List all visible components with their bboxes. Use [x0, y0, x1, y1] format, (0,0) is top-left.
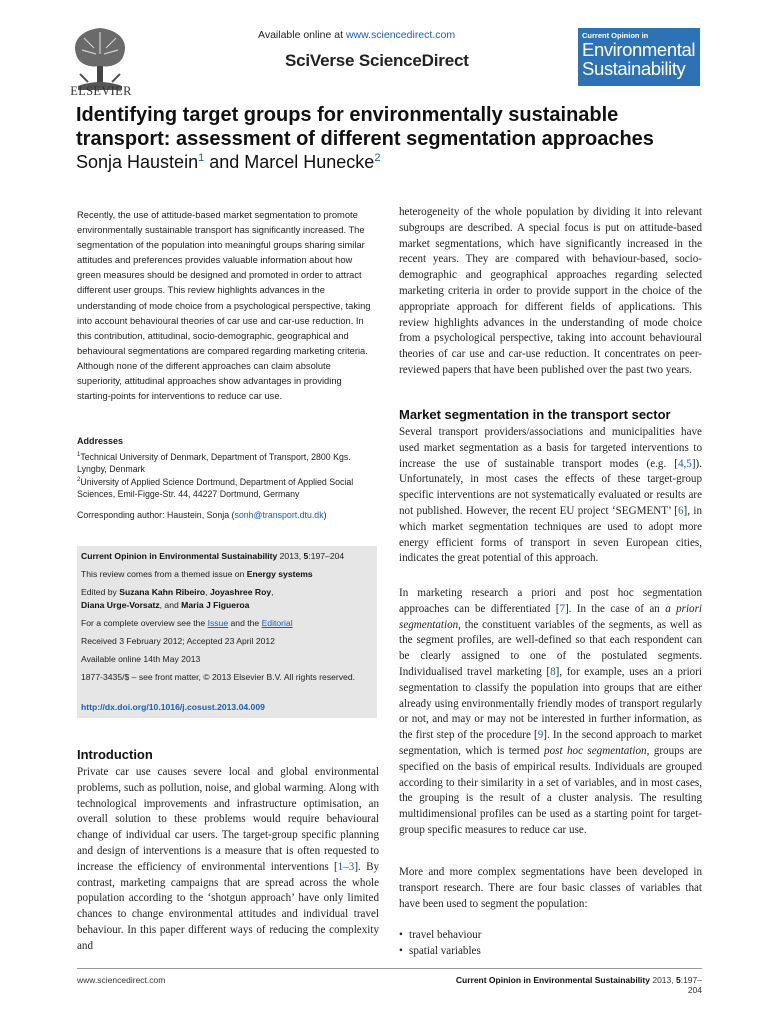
infobox-pages: :197–204 [308, 551, 345, 561]
corresp-suffix: ) [323, 510, 327, 520]
article-info-box [77, 546, 377, 718]
infobox-available: Available online 14th May 2013 [81, 654, 201, 664]
list-item [399, 944, 699, 960]
abstract: Recently, the use of attitude-based market segmentation to promote environmentally sustainable transport has significantly increased. The segmentation of the population into meaningful groups sharing similar attitudes and preferences provides valuable information about how green measures should be designed and promoted in order to attract different user groups. This review highlights advances in the understanding of mode choice from a psychological perspective, taking into account behavioural theories of car use and car-use reduction. In this contribution, attitudinal, socio-demographic, geographical and behavioural segmentations are compared regarding marketing criteria. Although none of the different approaches can claim absolute superiority, attitudinal approaches show advantages in providing starting-points for interventions to reduce car use. [77, 210, 371, 402]
footer-citation [452, 975, 702, 995]
author-list [76, 152, 380, 173]
infobox-themed [81, 568, 373, 581]
edited-by: Edited by [81, 587, 120, 597]
doi-link[interactable]: http://dx.doi.org/10.1016/j.cosust.2013.04.009 [81, 702, 265, 712]
infobox-received: Received 3 February 2012; Accepted 23 April 2012 [81, 636, 275, 646]
emphasis-text: a priori segmentation [399, 602, 702, 631]
intro-text: ]. By contrast, marketing campaigns that are spread across the whole population according to the ‘shotgun approach’ have only limited chances to change environmental attitudes and individual travel behaviour. In this paper different ways of reducing the complexity and [77, 860, 380, 952]
infobox-doi [81, 701, 373, 714]
editorial-link[interactable]: Editorial [261, 618, 293, 628]
publisher-name: ELSEVIER [70, 84, 132, 98]
bullet-icon: • [399, 944, 403, 957]
editor-name: Joyashree Roy [209, 587, 272, 597]
overview-prefix: For a complete overview see the [81, 618, 208, 628]
introduction-paragraph [77, 765, 379, 955]
infobox-volume: 5 [303, 551, 309, 561]
corresp-prefix: Corresponding author: Haustein, Sonja ( [77, 510, 235, 520]
journal-logo [578, 28, 700, 86]
footer-divider [77, 968, 702, 969]
journal-logo-line1: Environmental [582, 39, 696, 60]
article-title: Identifying target groups for environmentally sustainable transport: assessment of different segmentation approaches [76, 104, 654, 150]
reference-link[interactable]: 1–3 [337, 860, 355, 873]
platform-name: SciVerse ScienceDirect [285, 51, 469, 70]
intro-text: Private car use causes severe local and global environmental problems, such as pollution, noise, and global warming. Along with technological improvements and infrastructure optimisation, an overall solution to these problems would require behavioural change of individual car users. The target-group specific planning and design of interventions is a measure that is often requested to increase the efficiency of environmental interventions [ [77, 766, 379, 873]
editor-name: Diana Urge-Vorsatz [81, 599, 160, 610]
themed-prefix: This review comes from a themed issue on [81, 569, 247, 579]
editor-name: Suzana Kahn Ribeiro [119, 587, 206, 597]
list-item-text: spatial variables [409, 944, 481, 957]
right-paragraph-0: heterogeneity of the whole population by dividing it into relevant subgroups are described. A special focus is put on attitude-based market segmentations, which have significantly increased in the recent years. They are compared with behaviour-based, socio-demographic and geographical approaches regarding selected marketing criteria in order to provide support in the choice of the appropriate approach for different fields of applications. This review highlights advances in the understanding of mode choice from a psychological perspective, taking into account behavioural theories of car use and car-use reduction. It concentrates on peer-reviewed papers that have been published over the past two years. [399, 206, 702, 376]
right-paragraph-2 [399, 586, 702, 839]
address-2 [77, 474, 377, 501]
issue-link[interactable]: Issue [207, 618, 229, 628]
body-text: , the constituent variables of the segments, as well as the segment profiles, are well-defined so that each respondent can be clearly assigned to one of the postulated segments. Individualised travel marketing [ [399, 618, 702, 678]
list-item-text: travel behaviour [409, 929, 482, 941]
infobox-overview [81, 617, 373, 630]
address-text: University of Applied Science Dortmund, Department of Applied Social Sciences, Emil-Figge-Str. 44, 44227 Dortmund, Germany [77, 476, 354, 500]
infobox-journal: Current Opinion in Environmental Sustainability [81, 551, 278, 561]
right-paragraph-3: More and more complex segmentations have been developed in transport research. There are four basic classes of variables that have been used to segment the population: [399, 866, 702, 910]
reference-link[interactable]: 6 [677, 504, 684, 517]
right-paragraph-1 [399, 425, 702, 567]
body-text: Several transport providers/associations and municipalities have used market segmentation as a basis for targeted interventions to increase the use of sustainable transport modes (e.g. [ [399, 426, 702, 470]
editor-sep: , [271, 587, 274, 597]
author-separator: and [204, 152, 245, 172]
journal-logo-small: Current Opinion in [582, 31, 649, 40]
footer-journal: Current Opinion in Environmental Sustainability [455, 975, 650, 985]
infobox-copyright: 1877-3435/$ – see front matter, © 2013 Elsevier B.V. All rights reserved. [81, 672, 356, 682]
author-affiliation-marker[interactable]: 1 [198, 152, 205, 164]
body-text: ]. In the case of an [564, 602, 666, 615]
body-text: ], in which market segmentation techniques are used to adopt more energy efficient forms of transport in seven European cities, indicates the great potential of this approach. [399, 504, 702, 565]
variable-list [399, 928, 699, 960]
sciencedirect-link[interactable]: www.sciencedirect.com [345, 29, 456, 41]
footer-pages: :197–204 [680, 975, 702, 995]
available-prefix: Available online at [258, 29, 346, 41]
section-heading-market: Market segmentation in the transport sector [399, 407, 671, 422]
footer-year: 2013, [649, 975, 676, 985]
list-item [399, 928, 699, 944]
body-text: In marketing research a priori and post hoc segmentation approaches can be differentiated [ [399, 587, 702, 615]
body-text: ]. In the second approach to market segmentation, which is termed [399, 729, 702, 757]
corresponding-author [77, 510, 327, 520]
footer-website[interactable]: www.sciencedirect.com [77, 975, 166, 985]
editor-name: Maria J Figueroa [181, 599, 250, 610]
theme-name: Energy systems [246, 569, 313, 579]
infobox-editors [81, 586, 373, 612]
address-1 [77, 449, 377, 476]
journal-logo-title [582, 40, 695, 78]
infobox-year: 2013, [277, 551, 304, 561]
editor-sep: , and [159, 599, 182, 610]
reference-link[interactable]: 7 [559, 602, 565, 615]
emphasis-text: post hoc segmentation [544, 744, 647, 757]
infobox-citation [81, 550, 373, 563]
address-marker: 1 [77, 452, 81, 458]
introduction-heading: Introduction [77, 747, 153, 762]
overview-mid: and the [228, 618, 262, 628]
addresses-heading: Addresses [77, 436, 124, 446]
footer-volume: 5 [675, 975, 681, 985]
reference-link[interactable]: 9 [537, 729, 544, 742]
available-online-text [258, 29, 455, 41]
body-text: ], for example, uses an a priori segmentation to classify the population into groups that are either already using environmentally friendly modes of transport regularly or not, and may or may not be interested in further information, as the first step of the procedure [ [399, 665, 703, 742]
bullet-icon: • [399, 929, 403, 941]
body-text: ]). Unfortunately, in most cases the effects of these target-group specific interventions are not systematically evaluated or results are not published. However, the recent EU project ‘SEGMENT’ [ [399, 457, 702, 517]
body-text: , groups are specified on the basis of empirical results. Individuals are grouped according to their similarity in a set of variables, and in most cases, the grouping is the result of a cluster analysis. The resulting multidimensional profiles can be used as a starting point for target-group specific measures to reduce car use. [399, 744, 702, 836]
editor-sep: , [205, 587, 210, 597]
address-marker: 2 [77, 477, 81, 483]
reference-link[interactable]: 4,5 [677, 457, 692, 470]
address-text: Technical University of Denmark, Department of Transport, 2800 Kgs. Lyngby, Denmark [77, 451, 351, 475]
journal-logo-line2: Sustainability [582, 58, 686, 79]
author-name: Marcel Hunecke [244, 152, 375, 172]
corresp-email-link[interactable]: sonh@transport.dtu.dk [234, 510, 324, 520]
author-affiliation-marker[interactable]: 2 [374, 152, 381, 164]
reference-link[interactable]: 8 [550, 665, 556, 678]
author-name: Sonja Haustein [76, 152, 199, 172]
